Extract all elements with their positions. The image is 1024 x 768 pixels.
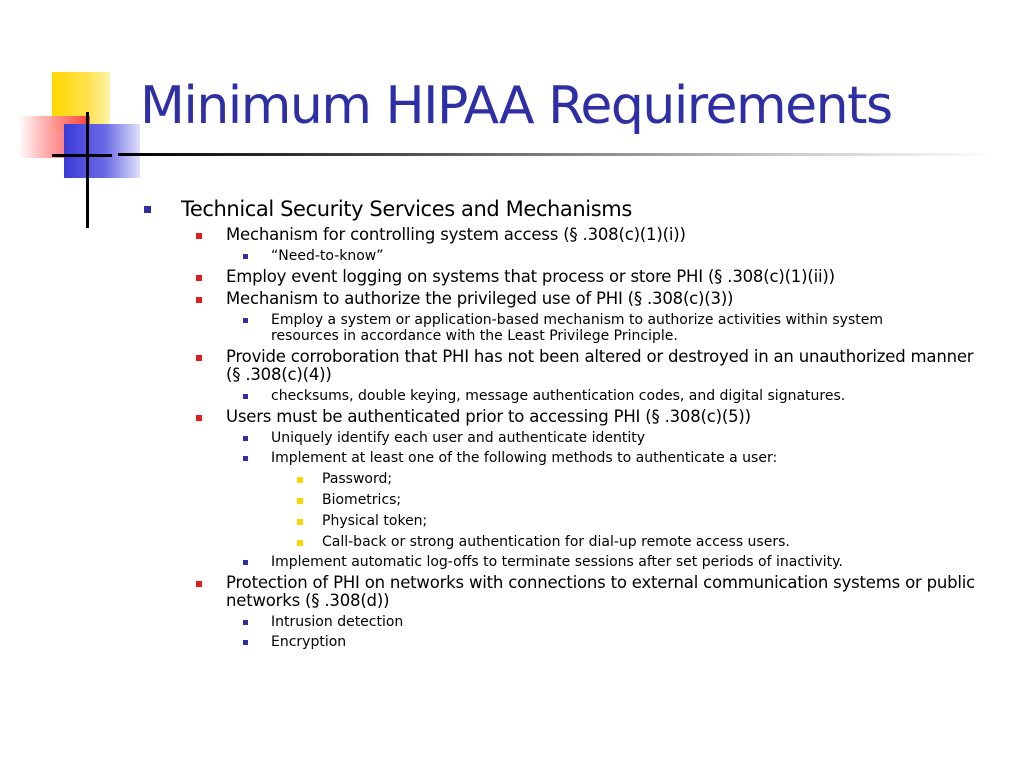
bullet-item (0, 430, 1024, 446)
square-bullet-icon (196, 297, 202, 303)
bullet-text: Uniquely identify each user and authenticate identity (271, 430, 645, 446)
bullet-item (0, 268, 1024, 286)
bullet-text: Password; (322, 471, 393, 487)
bullet-list (0, 197, 1024, 650)
bullet-item (0, 290, 1024, 308)
logo-horizontal-line (52, 154, 112, 157)
bullet-text: Implement at least one of the following methods to authenticate a user: (271, 450, 778, 466)
bullet-item (0, 492, 1024, 508)
square-bullet-icon (243, 456, 248, 461)
bullet-item (0, 226, 1024, 244)
bullet-item (0, 197, 1024, 222)
bullet-item (0, 312, 1024, 344)
square-bullet-icon (196, 581, 202, 587)
bullet-text: Encryption (271, 634, 347, 650)
bullet-item (0, 471, 1024, 487)
square-bullet-icon (243, 560, 248, 565)
square-bullet-icon (297, 498, 303, 504)
bullet-text: Biometrics; (322, 492, 402, 508)
bullet-text: checksums, double keying, message authentication codes, and digital signatures. (271, 388, 846, 404)
square-bullet-icon (196, 355, 202, 361)
bullet-text: Employ event logging on systems that process or store PHI (§ .308(c)(1)(ii)) (226, 267, 835, 286)
bullet-text: “Need-to-know” (271, 248, 384, 264)
bullet-item (0, 574, 1024, 610)
slide-title: Minimum HIPAA Requirements (140, 76, 892, 136)
bullet-text: Users must be authenticated prior to accessing PHI (§ .308(c)(5)) (226, 407, 751, 426)
bullet-text: Employ a system or application-based mechanism to authorize activities within system resources in accordance with the Least Privilege Principle. (271, 312, 883, 344)
square-bullet-icon (196, 415, 202, 421)
square-bullet-icon (243, 254, 248, 259)
square-bullet-icon (243, 318, 248, 323)
bullet-text: Call-back or strong authentication for dial-up remote access users. (322, 534, 790, 550)
bullet-item (0, 614, 1024, 630)
square-bullet-icon (297, 519, 303, 525)
bullet-text: Implement automatic log-offs to terminate sessions after set periods of inactivity. (271, 554, 843, 570)
square-bullet-icon (243, 436, 248, 441)
bullet-item (0, 554, 1024, 570)
bullet-text: Physical token; (322, 513, 428, 529)
bullet-item (0, 534, 1024, 550)
title-underline (118, 153, 998, 156)
logo-blue-square (64, 124, 140, 178)
bullet-text: Protection of PHI on networks with connections to external communication systems or public networks (§ .308(d)) (226, 573, 976, 610)
bullet-text: Intrusion detection (271, 614, 404, 630)
square-bullet-icon (243, 640, 248, 645)
bullet-item (0, 348, 1024, 384)
bullet-item (0, 408, 1024, 426)
bullet-text: Provide corroboration that PHI has not been altered or destroyed in an unauthorized manner (§ .308(c)(4)) (226, 347, 974, 384)
bullet-text: Technical Security Services and Mechanisms (181, 197, 632, 221)
square-bullet-icon (243, 394, 248, 399)
bullet-item (0, 634, 1024, 650)
square-bullet-icon (243, 620, 248, 625)
square-bullet-icon (297, 540, 303, 546)
square-bullet-icon (196, 233, 202, 239)
square-bullet-icon (196, 275, 202, 281)
bullet-text: Mechanism for controlling system access (§ .308(c)(1)(i)) (226, 225, 686, 244)
bullet-item (0, 450, 1024, 466)
bullet-item (0, 248, 1024, 264)
bullet-text: Mechanism to authorize the privileged use of PHI (§ .308(c)(3)) (226, 289, 734, 308)
bullet-item (0, 388, 1024, 404)
bullet-item (0, 513, 1024, 529)
square-bullet-icon (144, 206, 151, 213)
square-bullet-icon (297, 477, 303, 483)
